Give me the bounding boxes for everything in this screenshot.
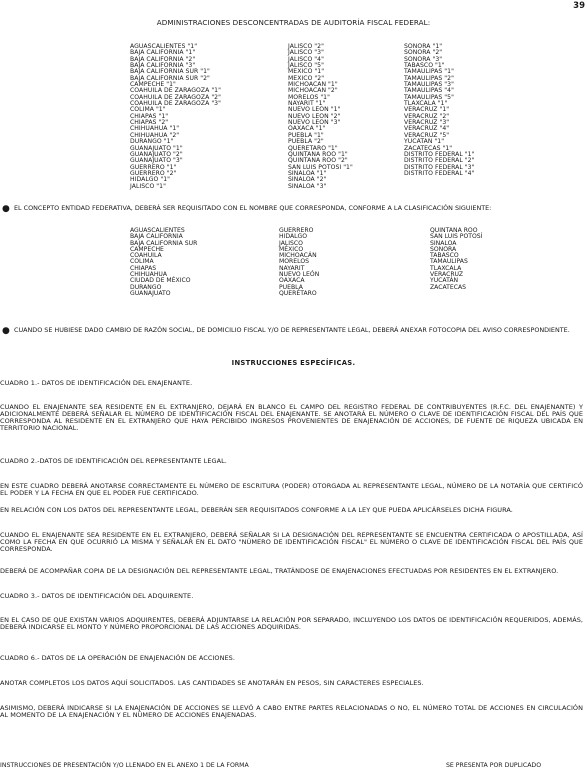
admin-office-item: MORELOS "1": [288, 93, 330, 101]
paragraph: CUANDO EL ENAJENANTE SEA RESIDENTE EN EL EXTRANJERO, DEBERÁ SEÑALAR SI LA DESIGNACIÓN DEL REPRESENTANTE SE ENCUENTRA CERTIFICADA O APOSTILLADA, ASÍ COMO LA FECHA EN QUE OCURRIÓ LA MISMA Y SEÑALAR EN EL DATO "NÚMERO DE IDENTIFICACIÓN FISCAL" EL NÚMERO O CLAVE DE IDENTIFICACIÓN FISCAL DEL PAÍS QUE CORRESPONDA.: [0, 531, 583, 553]
paragraph: CUADRO 6.- DATOS DE LA OPERACIÓN DE ENAJENACIÓN DE ACCIONES.: [0, 654, 235, 662]
admin-office-item: CHIHUAHUA "1": [130, 125, 180, 133]
admin-office-item: CHIHUAHUA "2": [130, 131, 180, 139]
footer-instructions: INSTRUCCIONES DE PRESENTACIÓN Y/O LLENADO EN EL ANEXO 1 DE LA FORMA: [0, 762, 249, 769]
entity-item: TABASCO: [430, 252, 459, 260]
entity-item: BAJA CALIFORNIA: [130, 233, 183, 241]
admin-office-item: BAJA CALIFORNIA "3": [130, 62, 196, 70]
admin-office-item: QUINTANA ROO "2": [288, 157, 348, 165]
admin-office-item: BAJA CALIFORNIA SUR "1": [130, 68, 210, 76]
admin-office-item: PUEBLA "1": [288, 131, 324, 139]
admin-office-item: NUEVO LEON "1": [288, 106, 341, 114]
paragraph: CUADRO 1.- DATOS DE IDENTIFICACIÓN DEL ENAJENANTE.: [0, 379, 193, 387]
bullet-entidad: [0, 205, 584, 221]
admin-office-item: COAHUILA DE ZARAGOZA "2": [130, 93, 221, 101]
admin-office-item: CAMPECHE "1": [130, 81, 176, 89]
admin-office-item: TABASCO "1": [404, 62, 445, 70]
bullet-entidad-text: EL CONCEPTO ENTIDAD FEDERATIVA, DEBERÁ SER REQUISITADO CON EL NOMBRE QUE CORRESPONDA, CONFORME A LA CLASIFICACIÓN SIGUIENTE:: [14, 204, 492, 212]
bullet-icon: ●: [2, 204, 10, 214]
entity-item: TLAXCALA: [430, 264, 462, 272]
admin-office-item: COLIMA "1": [130, 106, 166, 114]
admin-office-item: JALISCO "4": [288, 55, 324, 63]
admin-office-item: VERACRUZ "2": [404, 112, 450, 120]
entity-item: QUERÉTARO: [279, 289, 317, 297]
admin-office-item: TAMAULIPAS "5": [404, 93, 454, 101]
admin-office-item: TAMAULIPAS "1": [404, 68, 454, 76]
entity-item: BAJA CALIFORNIA SUR: [130, 239, 198, 247]
paragraph: DEBERÁ DE ACOMPAÑAR COPIA DE LA DESIGNACIÓN DEL REPRESENTANTE LEGAL, TRATÁNDOSE DE ENAJENACIONES EFECTUADAS POR RESIDENTES EN EL EXTRANJERO.: [0, 567, 559, 575]
admin-office-item: TAMAULIPAS "3": [404, 81, 454, 89]
paragraph: EN EL CASO DE QUE EXISTAN VARIOS ADQUIRENTES, DEBERÁ ADJUNTARSE LA RELACIÓN POR SEPARADO, INCLUYENDO LOS DATOS DE IDENTIFICACIÓN REQUERIDOS, ADEMÁS, DEBERÁ INDICARSE EL MONTO Y NÚMERO PROPORCIONAL DE LAS ACCIONES ADQUIRIDAS.: [0, 616, 583, 631]
admin-office-item: DISTRITO FEDERAL "1": [404, 150, 475, 158]
admin-office-item: BAJA CALIFORNIA "2": [130, 55, 196, 63]
admin-office-item: DISTRITO FEDERAL "4": [404, 169, 475, 177]
admin-office-item: SINALOA "2": [288, 176, 327, 184]
entity-item: SONORA: [430, 245, 457, 253]
admin-office-item: DURANGO "1": [130, 138, 174, 146]
entity-item: HIDALGO: [279, 233, 308, 241]
paragraph: ASIMISMO, DEBERÁ INDICARSE SI LA ENAJENACIÓN DE ACCIONES SE LLEVÓ A CABO ENTRE PARTES RELACIONADAS O NO, EL NÚMERO TOTAL DE ACCIONES EN CIRCULACIÓN AL MOMENTO DE LA ENAJENACIÓN Y EL NÚMERO DE ACCIONES ENAJENADAS.: [0, 704, 583, 719]
admin-office-item: COAHUILA DE ZARAGOZA "3": [130, 100, 221, 108]
entity-item: CHIHUAHUA: [130, 271, 168, 279]
entity-item: GUERRERO: [279, 227, 314, 234]
bullet-cambio-text: CUANDO SE HUBIESE DADO CAMBIO DE RAZÓN SOCIAL, DE DOMICILIO FISCAL Y/O DE REPRESENTANTE LEGAL, DEBERÁ ANEXAR FOTOCOPIA DEL AVISO CORRESPONDIENTE.: [14, 326, 570, 334]
admin-office-item: SINALOA "3": [288, 182, 327, 190]
entity-item: NAYARIT: [279, 264, 305, 272]
entity-column-3: [430, 228, 482, 291]
paragraph: EN RELACIÓN CON LOS DATOS DEL REPRESENTANTE LEGAL, DEBERÁN SER REQUISITADOS CONFORME A LA LEY QUE PUEDA APLICÁRSELES DICHA FIGURA.: [0, 506, 513, 514]
admin-office-item: JALISCO "1": [130, 182, 166, 190]
admin-column-1: [130, 44, 221, 190]
entity-item: GUANAJUATO: [130, 289, 171, 297]
entity-item: VERACRUZ: [430, 271, 464, 279]
admin-office-item: OAXACA "1": [288, 125, 326, 133]
admin-office-item: SINALOA "1": [288, 169, 327, 177]
admin-office-item: JALISCO "5": [288, 62, 324, 70]
entity-item: CAMPECHE: [130, 245, 164, 253]
admin-office-item: JALISCO "3": [288, 49, 324, 57]
page-number: 39: [573, 1, 585, 11]
admin-office-item: QUERETARO "1": [288, 144, 338, 152]
admin-office-item: COAHUILA DE ZARAGOZA "1": [130, 87, 221, 95]
admin-office-item: GUERRERO "1": [130, 163, 177, 171]
admin-office-item: HIDALGO "1": [130, 176, 171, 184]
entity-item: CIUDAD DE MÉXICO: [130, 277, 191, 285]
admin-office-item: MICHOACAN "1": [288, 81, 338, 89]
admin-office-item: GUANAJUATO "2": [130, 150, 183, 158]
admin-office-item: QUINTANA ROO "1": [288, 150, 348, 158]
entity-item: COAHUILA: [130, 252, 162, 260]
entity-column-1: [130, 228, 197, 297]
admin-office-item: SONORA "1": [404, 43, 443, 50]
admin-office-item: MICHOACAN "2": [288, 87, 338, 95]
admin-office-item: DISTRITO FEDERAL "3": [404, 163, 475, 171]
entity-item: OAXACA: [279, 277, 305, 285]
entity-item: MÉXICO: [279, 245, 304, 253]
paragraph: EN ESTE CUADRO DEBERÁ ANOTARSE CORRECTAMENTE EL NÚMERO DE ESCRITURA (PODER) OTORGADA AL REPRESENTANTE LEGAL, NÚMERO DE LA NOTARÍA QUE CERTIFICÓ EL PODER Y LA FECHA EN QUE EL PODER FUE CERTIFICADO.: [0, 482, 583, 497]
admin-office-item: PUEBLA "2": [288, 138, 324, 146]
admin-office-item: GUANAJUATO "3": [130, 157, 183, 165]
paragraph: CUADRO 2.-DATOS DE IDENTIFICACIÓN DEL REPRESENTANTE LEGAL.: [0, 457, 227, 465]
entity-item: AGUASCALIENTES: [130, 227, 185, 234]
entity-item: YUCATÁN: [430, 277, 459, 285]
admin-office-item: VERACRUZ "5": [404, 131, 450, 139]
admin-office-item: CHIAPAS "2": [130, 119, 169, 127]
paragraph: ANOTAR COMPLETOS LOS DATOS AQUÍ SOLICITADOS. LAS CANTIDADES SE ANOTARÁN EN PESOS, SIN CARACTERES ESPECIALES.: [0, 679, 424, 687]
entity-item: MORELOS: [279, 258, 309, 266]
admin-office-item: NUEVO LEON "2": [288, 112, 341, 120]
entity-item: PUEBLA: [279, 283, 303, 291]
admin-office-item: NAYARIT "1": [288, 100, 326, 108]
footer-duplicate: SE PRESENTA POR DUPLICADO: [446, 762, 542, 769]
specific-instructions-title: INSTRUCCIONES ESPECÍFICAS.: [231, 359, 356, 367]
entity-item: SAN LUIS POTOSÍ: [430, 233, 483, 241]
entity-item: COLIMA: [130, 258, 154, 266]
admin-office-item: VERACRUZ "1": [404, 106, 450, 114]
entity-item: MICHOACÁN: [279, 252, 317, 260]
admin-office-item: TAMAULIPAS "4": [404, 87, 454, 95]
paragraph: CUANDO EL ENAJENANTE SEA RESIDENTE EN EL EXTRANJERO, DEJARÁ EN BLANCO EL CAMPO DEL REGISTRO FEDERAL DE CONTRIBUYENTES (R.F.C. DEL ENAJENANTE) Y ADICIONALMENTE DEBERÁ SEÑALAR EL NÚMERO DE IDENTIFICACIÓN FISCAL DEL ENAJENANTE. SE ANOTARÁ EL NÚMERO O CLAVE DE IDENTIFICACIÓN FISCAL DEL PAÍS QUE CORRESPONDA AL RESIDENTE EN EL EXTRANJERO QUE HAYA PERCIBIDO INGRESOS PROVENIENTES DE ENAJENACIÓN DE ACCIONES, DE FUENTE DE RIQUEZA UBICADA EN TERRITORIO NACIONAL.: [0, 403, 583, 432]
admin-office-item: ZACATECAS "1": [404, 144, 453, 152]
admin-office-item: GUANAJUATO "1": [130, 144, 183, 152]
admin-office-item: MEXICO "1": [288, 68, 325, 76]
entity-item: DURANGO: [130, 283, 162, 291]
admin-office-item: YUCATAN "1": [404, 138, 445, 146]
admin-office-item: SONORA "3": [404, 55, 443, 63]
entity-item: CHIAPAS: [130, 264, 157, 272]
bullet-icon: ●: [2, 326, 10, 336]
entity-item: SINALOA: [430, 239, 457, 247]
admin-title: ADMINISTRACIONES DESCONCENTRADAS DE AUDITORÍA FISCAL FEDERAL:: [156, 18, 431, 27]
entity-column-2: [279, 228, 319, 297]
admin-office-item: GUERRERO "2": [130, 169, 177, 177]
admin-office-item: TAMAULIPAS "2": [404, 74, 454, 82]
entity-item: QUINTANA ROO: [430, 227, 478, 234]
bullet-cambio: [0, 327, 584, 343]
paragraph: CUADRO 3.- DATOS DE IDENTIFICACIÓN DEL ADQUIRENTE.: [0, 592, 194, 600]
admin-office-item: DISTRITO FEDERAL "2": [404, 157, 475, 165]
entity-item: JALISCO: [279, 239, 303, 247]
admin-column-3: [404, 44, 474, 177]
admin-office-item: TLAXCALA "1": [404, 100, 448, 108]
admin-office-item: BAJA CALIFORNIA SUR "2": [130, 74, 210, 82]
admin-office-item: NUEVO LEON "3": [288, 119, 341, 127]
admin-office-item: CHIAPAS "1": [130, 112, 169, 120]
entity-item: NUEVO LEÓN: [279, 271, 320, 279]
admin-office-item: SAN LUIS POTOSI "1": [288, 163, 353, 171]
entity-item: ZACATECAS: [430, 283, 467, 291]
admin-office-item: AGUASCALIENTES "1": [130, 43, 198, 50]
admin-column-2: [288, 44, 353, 190]
admin-office-item: VERACRUZ "3": [404, 119, 450, 127]
admin-office-item: VERACRUZ "4": [404, 125, 450, 133]
admin-office-item: SONORA "2": [404, 49, 443, 57]
entity-item: TAMAULIPAS: [430, 258, 468, 266]
admin-office-item: MEXICO "2": [288, 74, 325, 82]
admin-office-item: BAJA CALIFORNIA "1": [130, 49, 196, 57]
admin-office-item: JALISCO "2": [288, 43, 324, 50]
